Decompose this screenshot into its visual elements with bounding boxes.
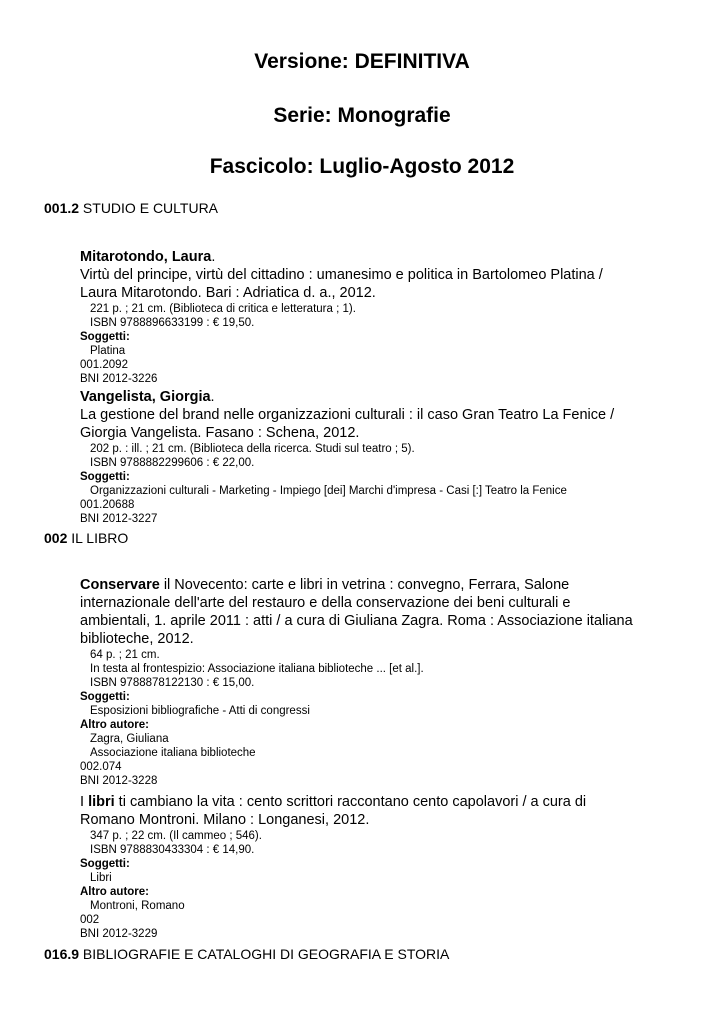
record-note: In testa al frontespizio: Associazione italiana biblioteche ... [et al.]. (90, 663, 424, 675)
record-title: La gestione del brand nelle organizzazioni culturali : il caso Gran Teatro La Fenice / (80, 407, 615, 423)
record-title-cont: Laura Mitarotondo. Bari : Adriatica d. a., 2012. (80, 285, 376, 301)
section-heading (44, 530, 128, 546)
record-class: 002 (80, 914, 100, 926)
record-class: 001.20688 (80, 499, 135, 511)
section-title: BIBLIOGRAFIE E CATALOGHI DI GEOGRAFIA E STORIA (79, 946, 450, 962)
catalog-record (80, 576, 680, 788)
record-lead-word: libri (88, 794, 115, 810)
record-title-cont: Giorgia Vangelista. Fasano : Schena, 2012. (80, 425, 360, 441)
catalog-record (80, 248, 680, 386)
record-class: 001.2092 (80, 359, 128, 371)
version-heading: Versione: DEFINITIVA (254, 50, 470, 73)
catalog-record (80, 388, 680, 526)
subjects-label: Soggetti: (80, 691, 130, 703)
other-author-label: Altro autore: (80, 719, 149, 731)
record-subjects: Esposizioni bibliografiche - Atti di congressi (90, 705, 310, 717)
record-other-author: Zagra, Giuliana (90, 733, 169, 745)
issue-heading: Fascicolo: Luglio-Agosto 2012 (209, 155, 515, 178)
record-subjects: Platina (90, 345, 126, 357)
record-lead-prefix: I (80, 794, 89, 810)
record-bni: BNI 2012-3227 (80, 513, 158, 525)
section-title: STUDIO E CULTURA (79, 200, 219, 216)
record-physical: 202 p. : ill. ; 21 cm. (Biblioteca della ricerca. Studi sul teatro ; 5). (90, 443, 415, 455)
record-title-cont: ambientali, 1. aprile 2011 : atti / a cura di Giuliana Zagra. Roma : Associazione italiana (80, 613, 633, 629)
subjects-label: Soggetti: (80, 331, 130, 343)
catalog-record (80, 793, 680, 941)
record-bni: BNI 2012-3229 (80, 928, 158, 940)
record-author: Mitarotondo, Laura (80, 249, 212, 265)
record-subjects: Organizzazioni culturali - Marketing - Impiego [dei] Marchi d'impresa - Casi [:] Teatro la Fenice (90, 485, 567, 497)
record-author: Vangelista, Giorgia (80, 389, 211, 405)
other-author-label: Altro autore: (80, 886, 149, 898)
record-title: ti cambiano la vita : cento scrittori raccontano cento capolavori / a cura di (114, 794, 587, 810)
record-title-cont: Romano Montroni. Milano : Longanesi, 2012. (80, 812, 370, 828)
record-title: Virtù del principe, virtù del cittadino : umanesimo e politica in Bartolomeo Platina / (80, 267, 603, 283)
record-other-author: Montroni, Romano (90, 900, 185, 912)
section-code: 002 (44, 530, 68, 546)
record-title-cont: biblioteche, 2012. (80, 631, 194, 647)
record-isbn: ISBN 9788896633199 : € 19,50. (90, 317, 255, 329)
author-punct: . (211, 249, 216, 265)
record-bni: BNI 2012-3228 (80, 775, 158, 787)
section-title: IL LIBRO (67, 530, 129, 546)
record-physical: 221 p. ; 21 cm. (Biblioteca di critica e letteratura ; 1). (90, 303, 356, 315)
section-heading (44, 946, 449, 962)
section-code: 001.2 (44, 200, 80, 216)
record-physical: 64 p. ; 21 cm. (90, 649, 160, 661)
record-bni: BNI 2012-3226 (80, 373, 158, 385)
subjects-label: Soggetti: (80, 471, 130, 483)
record-isbn: ISBN 9788878122130 : € 15,00. (90, 677, 255, 689)
record-isbn: ISBN 9788882299606 : € 22,00. (90, 457, 255, 469)
subjects-label: Soggetti: (80, 858, 130, 870)
record-subjects: Libri (90, 872, 112, 884)
series-heading: Serie: Monografie (273, 104, 451, 127)
record-lead-word: Conservare (80, 577, 160, 593)
section-code: 016.9 (44, 946, 80, 962)
section-heading (44, 200, 218, 216)
record-isbn: ISBN 9788830433304 : € 14,90. (90, 844, 255, 856)
record-title-cont: internazionale dell'arte del restauro e della conservazione dei beni culturali e (80, 595, 571, 611)
record-title: il Novecento: carte e libri in vetrina : convegno, Ferrara, Salone (159, 577, 570, 593)
record-physical: 347 p. ; 22 cm. (Il cammeo ; 546). (90, 830, 262, 842)
record-other-author: Associazione italiana biblioteche (90, 747, 256, 759)
author-punct: . (210, 389, 215, 405)
record-class: 002.074 (80, 761, 122, 773)
